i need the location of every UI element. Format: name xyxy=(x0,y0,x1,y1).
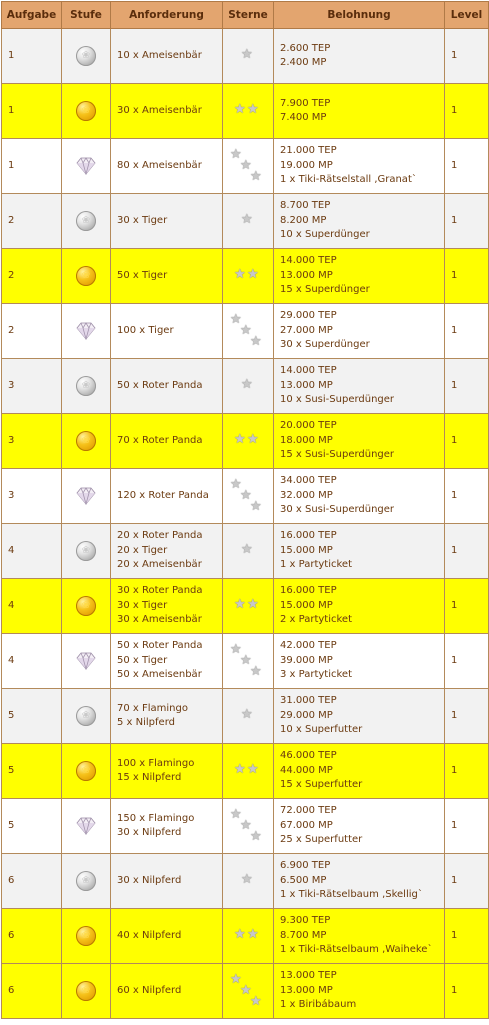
belohnung-line: 2 x Partyticket xyxy=(280,614,353,626)
table-row xyxy=(2,579,489,634)
silver-medal-icon xyxy=(76,706,96,726)
cell-aufgabe: 2 xyxy=(2,194,62,249)
cell-belohnung xyxy=(274,304,445,359)
cell-stufe xyxy=(62,304,111,359)
cell-sterne xyxy=(223,854,274,909)
cell-stufe xyxy=(62,29,111,84)
belohnung-line: 30 x Susi-Superdünger xyxy=(280,504,395,516)
anforderung-line: 30 x Ameisenbär xyxy=(117,104,202,116)
table-row xyxy=(2,304,489,359)
anforderung-line: 150 x Flamingo xyxy=(117,812,195,824)
gold-medal-icon xyxy=(76,981,96,1001)
star-icon: ★ xyxy=(241,377,253,393)
anforderung-line: 20 x Roter Panda xyxy=(117,530,203,542)
medal-glyph-icon: ❀ xyxy=(81,985,91,996)
cell-stufe xyxy=(62,84,111,139)
cell-sterne xyxy=(223,249,274,304)
anforderung-line: 20 x Ameisenbär xyxy=(117,559,202,571)
cell-anforderung xyxy=(111,799,223,854)
anforderung-line: 50 x Tiger xyxy=(117,269,168,281)
belohnung-line: 15 x Superfutter xyxy=(280,779,363,791)
cell-belohnung xyxy=(274,84,445,139)
stars-rating xyxy=(240,708,256,722)
star-icon: ★ xyxy=(250,499,262,514)
belohnung-line: 29.000 TEP xyxy=(280,310,337,322)
cell-aufgabe: 3 xyxy=(2,414,62,469)
stars-rating xyxy=(240,48,256,62)
belohnung-line: 7.400 MP xyxy=(280,112,327,123)
anforderung-line: 30 x Tiger xyxy=(117,599,168,611)
belohnung-line: 13.000 MP xyxy=(280,269,333,281)
medal-glyph-icon: ❀ xyxy=(81,930,91,941)
medal-glyph-icon: ❀ xyxy=(81,710,91,721)
cell-stufe xyxy=(62,689,111,744)
belohnung-line: 39.000 MP xyxy=(280,654,333,666)
belohnung-line: 8.200 MP xyxy=(280,214,327,226)
table-row xyxy=(2,29,489,84)
cell-anforderung xyxy=(111,84,223,139)
star-icon: ★ xyxy=(247,597,259,613)
header-level: Level xyxy=(445,2,489,29)
silver-medal-icon xyxy=(76,211,96,231)
anforderung-line: 15 x Nilpferd xyxy=(117,772,182,783)
star-icon: ★ xyxy=(234,597,246,613)
star-icon: ★ xyxy=(234,927,246,943)
cell-sterne xyxy=(223,194,274,249)
cell-anforderung xyxy=(111,249,223,304)
table-row xyxy=(2,799,489,854)
star-icon: ★ xyxy=(240,323,252,338)
cell-level: 1 xyxy=(445,909,489,964)
cell-belohnung xyxy=(274,194,445,249)
belohnung-line: 16.000 TEP xyxy=(280,585,337,597)
star-icon: ★ xyxy=(240,653,252,668)
medal-glyph-icon: ❀ xyxy=(81,270,91,281)
belohnung-line: 10 x Susi-Superdünger xyxy=(280,394,395,406)
stars-rating xyxy=(234,103,262,117)
stars-rating xyxy=(230,808,266,844)
belohnung-line: 9.300 TEP xyxy=(280,915,331,927)
medal-glyph-icon: ❀ xyxy=(81,600,91,611)
anforderung-line: 50 x Tiger xyxy=(117,654,168,666)
cell-stufe xyxy=(62,139,111,194)
anforderung-line: 50 x Roter Panda xyxy=(117,640,203,652)
belohnung-line: 1 x Tiki-Rätselbaum ‚Skellig` xyxy=(280,889,423,901)
table-row xyxy=(2,744,489,799)
anforderung-line: 50 x Ameisenbär xyxy=(117,669,202,681)
cell-belohnung xyxy=(274,854,445,909)
stars-rating xyxy=(230,148,266,184)
cell-level: 1 xyxy=(445,799,489,854)
belohnung-line: 7.900 TEP xyxy=(280,97,331,109)
cell-level: 1 xyxy=(445,854,489,909)
star-icon: ★ xyxy=(234,762,246,778)
star-icon: ★ xyxy=(241,707,253,723)
cell-level: 1 xyxy=(445,194,489,249)
cell-anforderung xyxy=(111,139,223,194)
medal-glyph-icon: ❀ xyxy=(81,105,91,116)
cell-sterne xyxy=(223,414,274,469)
stars-rating xyxy=(234,763,262,777)
cell-anforderung xyxy=(111,854,223,909)
cell-stufe xyxy=(62,744,111,799)
belohnung-line: 19.000 MP xyxy=(280,159,333,171)
anforderung-line: 30 x Roter Panda xyxy=(117,585,203,597)
star-icon: ★ xyxy=(240,818,252,833)
cell-stufe xyxy=(62,579,111,634)
cell-sterne xyxy=(223,909,274,964)
cell-anforderung xyxy=(111,359,223,414)
cell-level: 1 xyxy=(445,634,489,689)
cell-anforderung xyxy=(111,414,223,469)
belohnung-line: 3 x Partyticket xyxy=(280,669,353,681)
cell-stufe xyxy=(62,194,111,249)
stars-rating xyxy=(234,268,262,282)
cell-aufgabe: 6 xyxy=(2,854,62,909)
anforderung-line: 40 x Nilpferd xyxy=(117,929,182,941)
cell-stufe xyxy=(62,799,111,854)
table-row xyxy=(2,139,489,194)
cell-sterne xyxy=(223,469,274,524)
cell-anforderung xyxy=(111,194,223,249)
table-row xyxy=(2,414,489,469)
table-row xyxy=(2,359,489,414)
cell-anforderung xyxy=(111,744,223,799)
silver-medal-icon xyxy=(76,376,96,396)
table-row xyxy=(2,634,489,689)
stars-rating xyxy=(230,643,266,679)
table-row xyxy=(2,84,489,139)
belohnung-line: 15 x Susi-Superdünger xyxy=(280,449,395,461)
cell-stufe xyxy=(62,964,111,1019)
header-aufgabe: Aufgabe xyxy=(2,2,62,29)
anforderung-line: 70 x Roter Panda xyxy=(117,434,203,446)
star-icon: ★ xyxy=(240,158,252,173)
belohnung-line: 6.500 MP xyxy=(280,874,327,886)
cell-belohnung xyxy=(274,744,445,799)
star-icon: ★ xyxy=(250,169,262,184)
stars-rating xyxy=(230,973,266,1009)
cell-aufgabe: 5 xyxy=(2,744,62,799)
anforderung-line: 5 x Nilpferd xyxy=(117,717,175,728)
cell-aufgabe: 1 xyxy=(2,139,62,194)
diamond-icon xyxy=(75,157,97,175)
belohnung-line: 1 x Biribábaum xyxy=(280,999,357,1011)
cell-level: 1 xyxy=(445,524,489,579)
silver-medal-icon xyxy=(76,46,96,66)
star-icon: ★ xyxy=(247,927,259,943)
cell-anforderung xyxy=(111,304,223,359)
medal-glyph-icon: ❀ xyxy=(81,380,91,391)
cell-aufgabe: 3 xyxy=(2,359,62,414)
cell-level: 1 xyxy=(445,689,489,744)
belohnung-line: 44.000 MP xyxy=(280,764,333,776)
anforderung-line: 70 x Flamingo xyxy=(117,702,188,714)
cell-belohnung xyxy=(274,469,445,524)
table-row xyxy=(2,689,489,744)
cell-belohnung xyxy=(274,634,445,689)
cell-level: 1 xyxy=(445,414,489,469)
belohnung-line: 42.000 TEP xyxy=(280,640,337,652)
belohnung-line: 29.000 MP xyxy=(280,709,333,721)
belohnung-line: 13.000 MP xyxy=(280,984,333,996)
anforderung-line: 80 x Ameisenbär xyxy=(117,159,202,171)
star-icon: ★ xyxy=(230,972,242,987)
star-icon: ★ xyxy=(241,542,253,558)
star-icon: ★ xyxy=(247,102,259,118)
cell-anforderung xyxy=(111,634,223,689)
cell-stufe xyxy=(62,854,111,909)
anforderung-line: 30 x Ameisenbär xyxy=(117,614,202,626)
medal-glyph-icon: ❀ xyxy=(81,765,91,776)
cell-stufe xyxy=(62,634,111,689)
star-icon: ★ xyxy=(247,267,259,283)
star-icon: ★ xyxy=(250,994,262,1009)
belohnung-line: 34.000 TEP xyxy=(280,475,337,487)
gold-medal-icon xyxy=(76,431,96,451)
belohnung-line: 2.400 MP xyxy=(280,57,327,68)
cell-stufe xyxy=(62,524,111,579)
belohnung-line: 1 x Partyticket xyxy=(280,559,353,571)
silver-medal-icon xyxy=(76,541,96,561)
cell-aufgabe: 2 xyxy=(2,249,62,304)
star-icon: ★ xyxy=(234,267,246,283)
cell-level: 1 xyxy=(445,469,489,524)
cell-stufe xyxy=(62,414,111,469)
anforderung-line: 30 x Tiger xyxy=(117,214,168,226)
cell-sterne xyxy=(223,359,274,414)
stars-rating xyxy=(234,928,262,942)
anforderung-line: 60 x Nilpferd xyxy=(117,984,182,996)
header-row xyxy=(2,2,489,29)
diamond-icon xyxy=(75,652,97,670)
star-icon: ★ xyxy=(240,488,252,503)
star-icon: ★ xyxy=(234,432,246,448)
cell-anforderung xyxy=(111,29,223,84)
cell-belohnung xyxy=(274,909,445,964)
belohnung-line: 1 x Tiki-Rätselbaum ‚Waiheke` xyxy=(280,944,433,956)
cell-sterne xyxy=(223,139,274,194)
anforderung-line: 50 x Roter Panda xyxy=(117,379,203,391)
belohnung-line: 72.000 TEP xyxy=(280,805,337,817)
belohnung-line: 8.700 MP xyxy=(280,929,327,941)
cell-sterne xyxy=(223,634,274,689)
cell-level: 1 xyxy=(445,359,489,414)
anforderung-line: 20 x Tiger xyxy=(117,544,168,556)
medal-glyph-icon: ❀ xyxy=(81,545,91,556)
star-icon: ★ xyxy=(250,664,262,679)
belohnung-line: 16.000 TEP xyxy=(280,530,337,542)
cell-anforderung xyxy=(111,909,223,964)
stars-rating xyxy=(230,313,266,349)
star-icon: ★ xyxy=(250,334,262,349)
cell-anforderung xyxy=(111,524,223,579)
table-row xyxy=(2,964,489,1019)
stars-rating xyxy=(240,213,256,227)
cell-sterne xyxy=(223,579,274,634)
cell-stufe xyxy=(62,359,111,414)
star-icon: ★ xyxy=(241,47,253,63)
belohnung-line: 31.000 TEP xyxy=(280,695,337,707)
cell-sterne xyxy=(223,689,274,744)
star-icon: ★ xyxy=(250,829,262,844)
belohnung-line: 25 x Superfutter xyxy=(280,834,363,846)
star-icon: ★ xyxy=(241,872,253,888)
anforderung-line: 100 x Flamingo xyxy=(117,757,195,769)
cell-belohnung xyxy=(274,29,445,84)
belohnung-line: 15.000 MP xyxy=(280,544,333,556)
anforderung-line: 100 x Tiger xyxy=(117,324,174,336)
belohnung-line: 14.000 TEP xyxy=(280,255,337,267)
cell-aufgabe: 1 xyxy=(2,84,62,139)
cell-aufgabe: 3 xyxy=(2,469,62,524)
cell-sterne xyxy=(223,524,274,579)
reward-table xyxy=(1,1,489,1019)
cell-level: 1 xyxy=(445,304,489,359)
cell-stufe xyxy=(62,249,111,304)
medal-glyph-icon: ❀ xyxy=(81,50,91,61)
cell-sterne xyxy=(223,799,274,854)
cell-level: 1 xyxy=(445,579,489,634)
cell-level: 1 xyxy=(445,139,489,194)
belohnung-line: 13.000 TEP xyxy=(280,970,337,982)
star-icon: ★ xyxy=(230,147,242,162)
medal-glyph-icon: ❀ xyxy=(81,215,91,226)
header-stufe: Stufe xyxy=(62,2,111,29)
cell-belohnung xyxy=(274,799,445,854)
belohnung-line: 32.000 MP xyxy=(280,489,333,501)
header-belohnung: Belohnung xyxy=(274,2,445,29)
cell-aufgabe: 4 xyxy=(2,579,62,634)
belohnung-line: 21.000 TEP xyxy=(280,145,337,157)
cell-aufgabe: 6 xyxy=(2,964,62,1019)
diamond-icon xyxy=(75,322,97,340)
cell-level: 1 xyxy=(445,964,489,1019)
cell-level: 1 xyxy=(445,29,489,84)
star-icon: ★ xyxy=(230,312,242,327)
header-anforderung: Anforderung xyxy=(111,2,223,29)
star-icon: ★ xyxy=(234,102,246,118)
table-row xyxy=(2,469,489,524)
anforderung-line: 120 x Roter Panda xyxy=(117,489,209,501)
cell-aufgabe: 4 xyxy=(2,634,62,689)
cell-sterne xyxy=(223,84,274,139)
belohnung-line: 15.000 MP xyxy=(280,599,333,611)
belohnung-line: 15 x Superdünger xyxy=(280,284,370,296)
table-row xyxy=(2,194,489,249)
cell-belohnung xyxy=(274,579,445,634)
stars-rating xyxy=(240,378,256,392)
star-icon: ★ xyxy=(247,762,259,778)
cell-belohnung xyxy=(274,524,445,579)
cell-belohnung xyxy=(274,139,445,194)
gold-medal-icon xyxy=(76,596,96,616)
belohnung-line: 27.000 MP xyxy=(280,324,333,336)
belohnung-line: 14.000 TEP xyxy=(280,365,337,377)
star-icon: ★ xyxy=(240,983,252,998)
star-icon: ★ xyxy=(241,212,253,228)
belohnung-line: 30 x Superdünger xyxy=(280,339,370,351)
cell-level: 1 xyxy=(445,84,489,139)
stars-rating xyxy=(234,433,262,447)
cell-belohnung xyxy=(274,414,445,469)
table-row xyxy=(2,524,489,579)
diamond-icon xyxy=(75,817,97,835)
belohnung-line: 13.000 MP xyxy=(280,379,333,391)
cell-sterne xyxy=(223,29,274,84)
cell-stufe xyxy=(62,469,111,524)
cell-belohnung xyxy=(274,964,445,1019)
cell-aufgabe: 5 xyxy=(2,689,62,744)
diamond-icon xyxy=(75,487,97,505)
table-row xyxy=(2,854,489,909)
belohnung-line: 8.700 TEP xyxy=(280,200,331,212)
cell-aufgabe: 1 xyxy=(2,29,62,84)
medal-glyph-icon: ❀ xyxy=(81,435,91,446)
cell-aufgabe: 4 xyxy=(2,524,62,579)
stars-rating xyxy=(234,598,262,612)
star-icon: ★ xyxy=(230,642,242,657)
stars-rating xyxy=(240,543,256,557)
anforderung-line: 30 x Nilpferd xyxy=(117,874,182,886)
belohnung-line: 2.600 TEP xyxy=(280,42,331,54)
cell-belohnung xyxy=(274,689,445,744)
cell-anforderung xyxy=(111,964,223,1019)
medal-glyph-icon: ❀ xyxy=(81,875,91,886)
cell-aufgabe: 5 xyxy=(2,799,62,854)
header-sterne: Sterne xyxy=(223,2,274,29)
cell-level: 1 xyxy=(445,249,489,304)
silver-medal-icon xyxy=(76,871,96,891)
gold-medal-icon xyxy=(76,101,96,121)
belohnung-line: 46.000 TEP xyxy=(280,750,337,762)
gold-medal-icon xyxy=(76,266,96,286)
stars-rating xyxy=(240,873,256,887)
star-icon: ★ xyxy=(230,477,242,492)
belohnung-line: 6.900 TEP xyxy=(280,860,331,872)
gold-medal-icon xyxy=(76,926,96,946)
cell-sterne xyxy=(223,964,274,1019)
table-row xyxy=(2,249,489,304)
cell-level: 1 xyxy=(445,744,489,799)
anforderung-line: 30 x Nilpferd xyxy=(117,827,182,838)
belohnung-line: 67.000 MP xyxy=(280,819,333,831)
cell-aufgabe: 2 xyxy=(2,304,62,359)
belohnung-line: 20.000 TEP xyxy=(280,420,337,432)
table-row xyxy=(2,909,489,964)
star-icon: ★ xyxy=(230,807,242,822)
gold-medal-icon xyxy=(76,761,96,781)
cell-anforderung xyxy=(111,579,223,634)
belohnung-line: 18.000 MP xyxy=(280,434,333,446)
stars-rating xyxy=(230,478,266,514)
belohnung-line: 10 x Superfutter xyxy=(280,724,363,736)
belohnung-line: 10 x Superdünger xyxy=(280,229,370,241)
star-icon: ★ xyxy=(247,432,259,448)
anforderung-line: 10 x Ameisenbär xyxy=(117,49,202,61)
cell-anforderung xyxy=(111,689,223,744)
cell-aufgabe: 6 xyxy=(2,909,62,964)
belohnung-line: 1 x Tiki-Rätselstall ‚Granat` xyxy=(280,174,417,186)
cell-belohnung xyxy=(274,249,445,304)
cell-sterne xyxy=(223,744,274,799)
cell-stufe xyxy=(62,909,111,964)
cell-belohnung xyxy=(274,359,445,414)
cell-anforderung xyxy=(111,469,223,524)
cell-sterne xyxy=(223,304,274,359)
